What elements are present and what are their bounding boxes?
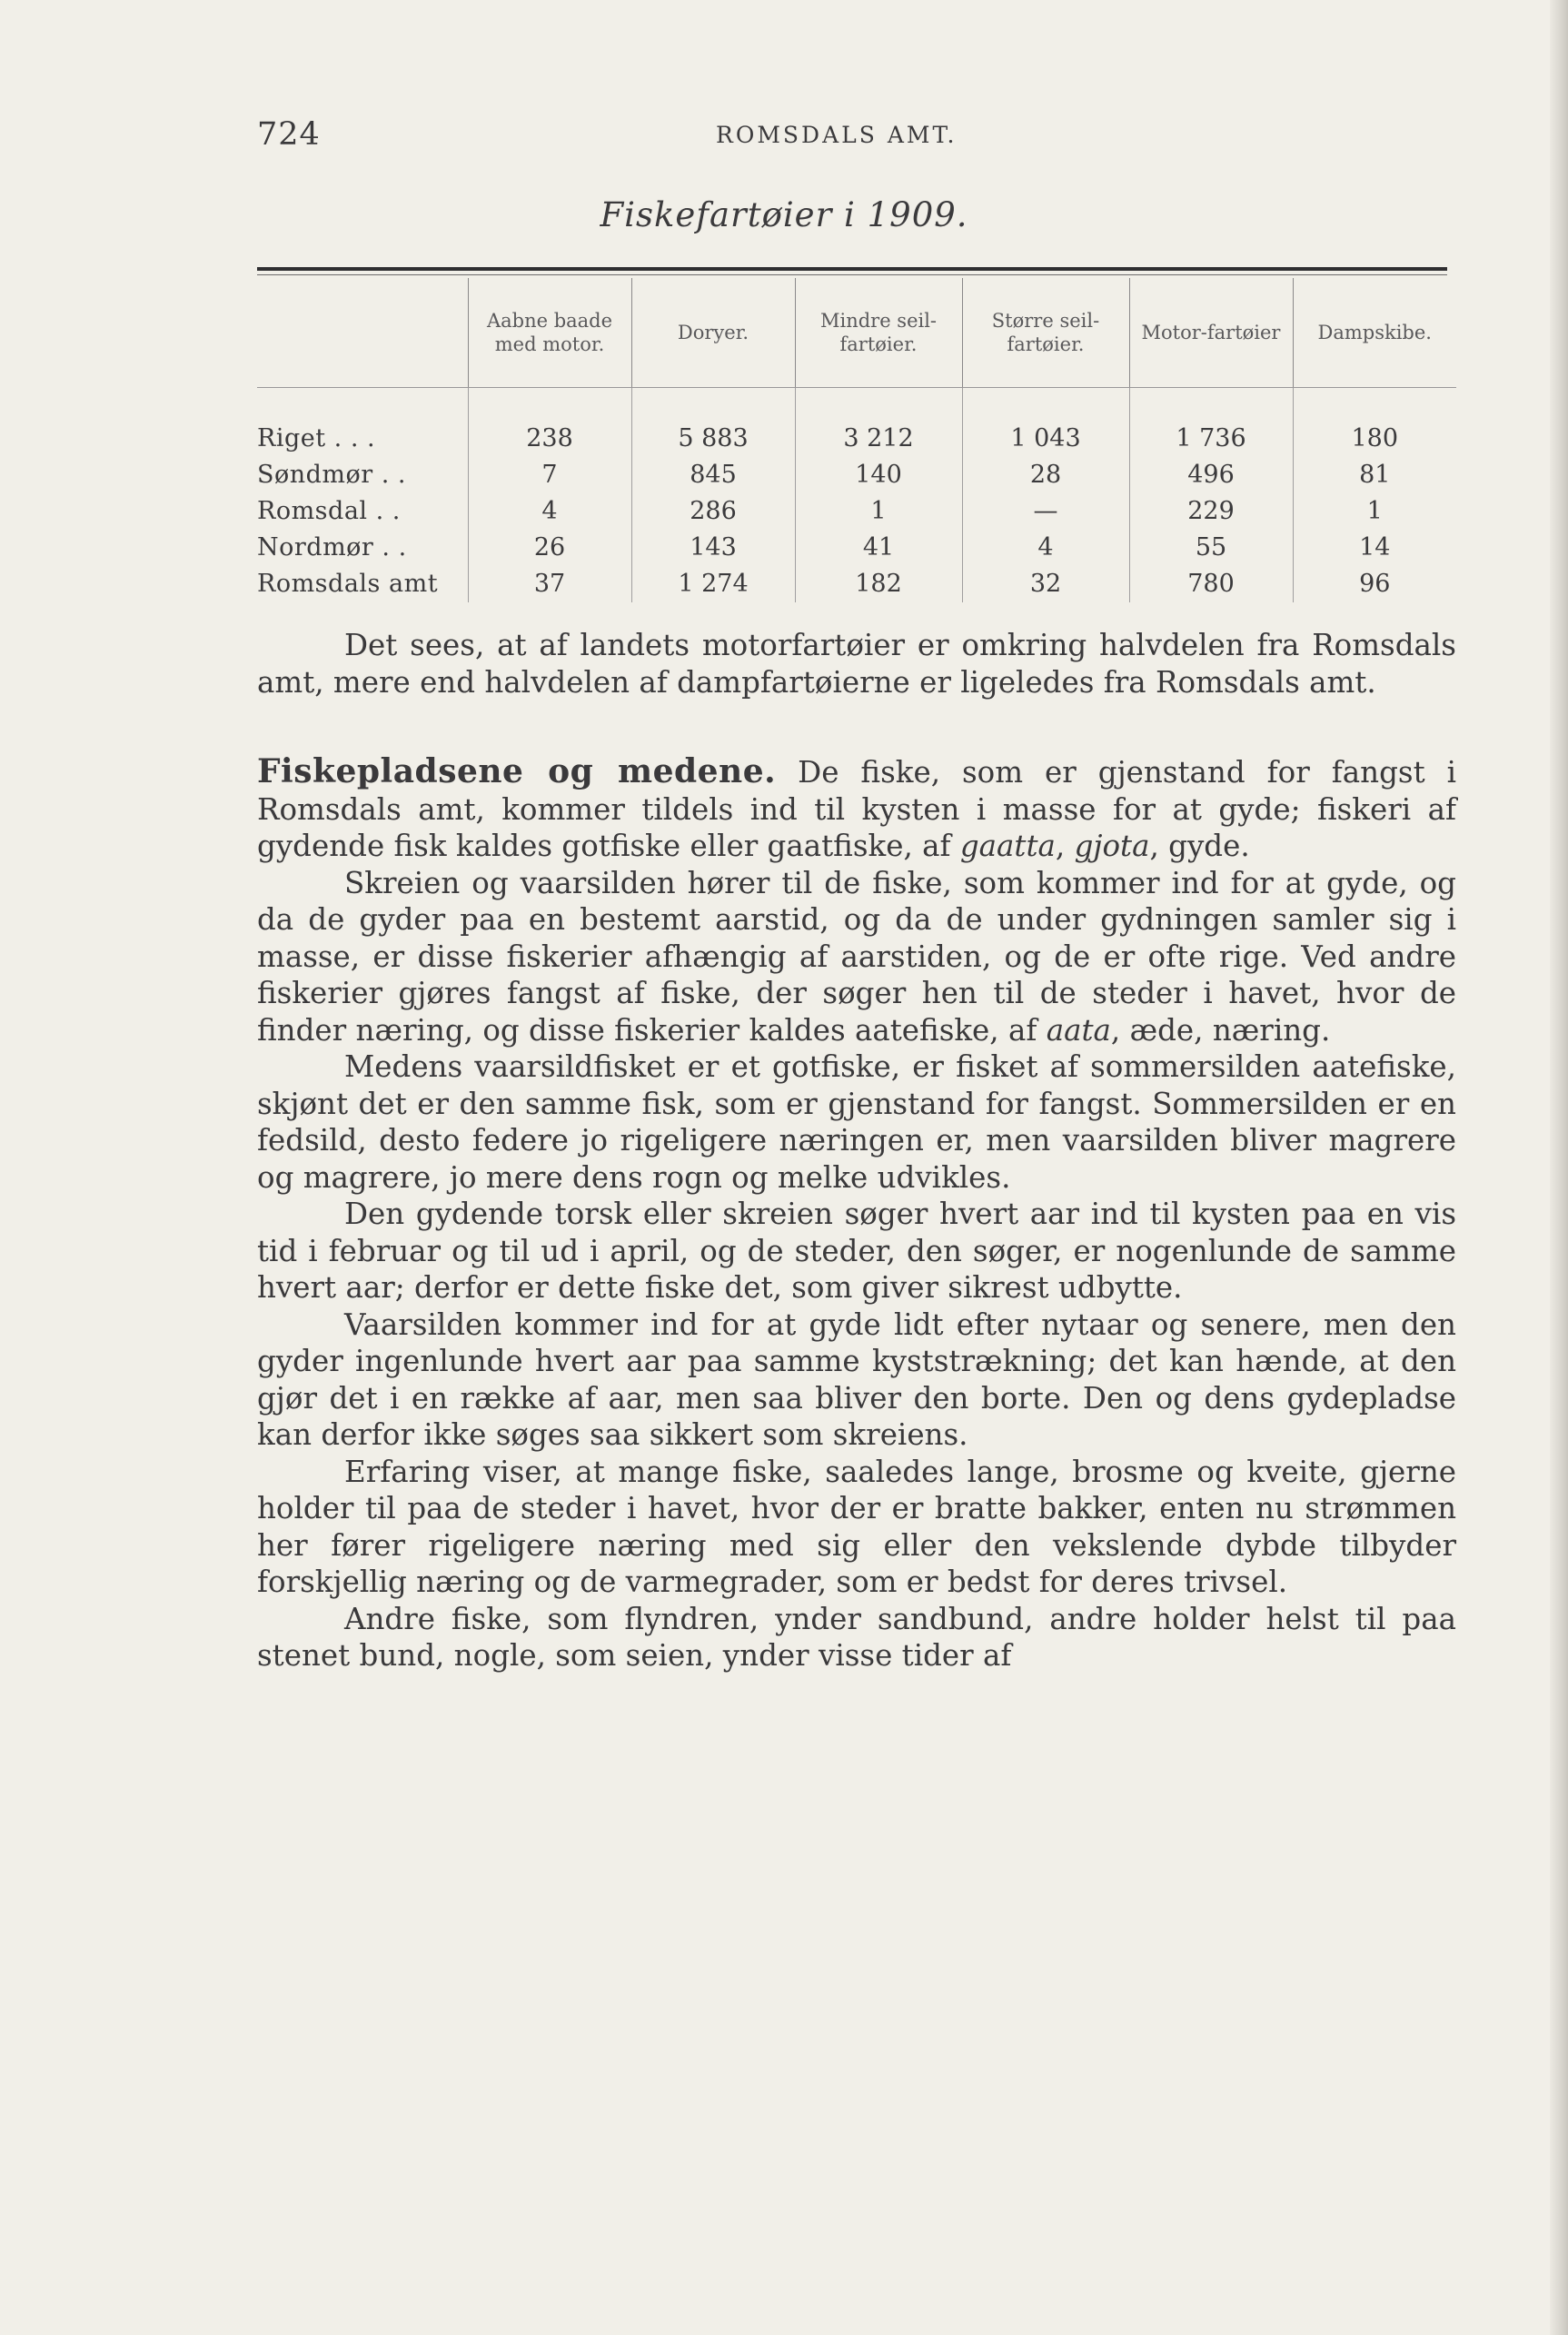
table-row [257, 530, 1456, 566]
row-label: Riget . . . [257, 424, 376, 452]
table-cell: 55 [1129, 530, 1293, 566]
paragraph-text: , [1055, 829, 1075, 863]
section-title: Fiskepladsene og medene. [257, 752, 777, 790]
table-cell: 180 [1293, 388, 1456, 458]
table-top-rule [257, 267, 1447, 271]
table-cell: 14 [1293, 530, 1456, 566]
paragraph-text: Skreien og vaarsilden hører til de fiske, som kommer ind for at gyde, og da de gyder paa en bestemt aarstid, og da de under gydningen samler sig i masse, er disse fiskerier afhængig af aarstiden, og de er ofte rige. Ved andre fiskerier gjøres fangst af fiske, der søger hen til de steder i havet, hvor de finder næring, og disse fiskerier kaldes aatefiske, af [257, 865, 1456, 1048]
table-cell: 140 [795, 457, 962, 493]
table-row [257, 493, 1456, 530]
section-paragraph-3: Medens vaarsildfisket er et gotfiske, er fisket af sommersilden aatefiske, skjønt det er den samme fisk, som er gjenstand for fangst. Sommersilden er en fedsild, desto federe jo rigeligere næringen er, men vaarsilden bliver magrere og magrere, jo mere dens rogn og melke udvikles. [257, 1049, 1456, 1195]
table-cell: 1 [1293, 493, 1456, 530]
intro-paragraph: Det sees, at af landets motorfartøier er omkring halvdelen fra Romsdals amt, mere end halvdelen af dampfartøierne er ligeledes fra Romsdals amt. [257, 628, 1456, 700]
row-label: Romsdal . . [257, 497, 401, 525]
table-cell: — [962, 493, 1129, 530]
section-paragraph-2 [257, 865, 1456, 1049]
row-header-cell [257, 278, 468, 388]
row-label: Romsdals amt [257, 570, 439, 598]
fishing-vessels-table [257, 278, 1456, 602]
table-cell: 37 [468, 566, 631, 602]
table-cell: 5 883 [631, 388, 795, 458]
section-paragraph-5: Vaarsilden kommer ind for at gyde lidt efter nytaar og senere, men den gyder ingenlunde hvert aar paa samme kyststrækning; det kan hænde, at den gjør det i en række af aar, men saa bliver den borte. Den og dens gydepladse kan derfor ikke søges saa sikkert som skreiens. [257, 1307, 1456, 1452]
column-header: Aabne baade med motor. [468, 278, 631, 388]
table-cell: 496 [1129, 457, 1293, 493]
italic-word: gaatta [959, 829, 1056, 863]
table-caption: Fiskefartøier i 1909. [600, 195, 968, 234]
table-row [257, 457, 1456, 493]
body-text [257, 627, 1456, 1674]
table-row [257, 566, 1456, 602]
page-number: 724 [257, 116, 321, 153]
table-cell: 4 [962, 530, 1129, 566]
table-cell: 780 [1129, 566, 1293, 602]
table-cell: 1 274 [631, 566, 795, 602]
section-paragraph-7: Andre fiske, som flyndren, ynder sandbund, andre holder helst til paa stenet bund, nogle, som seien, ynder visse tider af [257, 1601, 1456, 1673]
section-paragraph-1 [257, 753, 1456, 865]
table-cell: 96 [1293, 566, 1456, 602]
italic-word: gjota [1074, 829, 1150, 863]
table-cell: 1 043 [962, 388, 1129, 458]
table-cell: 4 [468, 493, 631, 530]
table-cell: 28 [962, 457, 1129, 493]
table-cell: 26 [468, 530, 631, 566]
row-label: Søndmør . . [257, 461, 407, 489]
table-cell: 3 212 [795, 388, 962, 458]
table-cell: 1 [795, 493, 962, 530]
paragraph-text: , æde, næring. [1110, 1012, 1331, 1048]
table-row [257, 388, 1456, 458]
page-edge-shadow [1550, 0, 1568, 2335]
row-label: Nordmør . . [257, 533, 407, 561]
column-header: Større seil-fartøier. [962, 278, 1129, 388]
paragraph-text: , gyde. [1149, 829, 1250, 863]
column-header: Motor-fartøier [1129, 278, 1293, 388]
column-header: Doryer. [631, 278, 795, 388]
table-cell: 286 [631, 493, 795, 530]
running-head: ROMSDALS AMT. [716, 122, 958, 148]
table-cell: 182 [795, 566, 962, 602]
table-cell: 229 [1129, 493, 1293, 530]
table-header-row [257, 278, 1456, 388]
table-cell: 143 [631, 530, 795, 566]
page-header [257, 116, 1447, 162]
table-top-rule-thin [257, 274, 1447, 275]
table-cell: 845 [631, 457, 795, 493]
table-cell: 41 [795, 530, 962, 566]
table-cell: 1 736 [1129, 388, 1293, 458]
italic-word: aata [1046, 1012, 1111, 1048]
column-header: Dampskibe. [1293, 278, 1456, 388]
paragraph-text: De fiske, som er gjenstand for fangst i Romsdals amt, kommer tildels ind til kysten i masse for at gyde; fiskeri af gydende fisk kaldes gotfiske eller gaatfiske, af [257, 755, 1456, 863]
column-header: Mindre seil-fartøier. [795, 278, 962, 388]
table-cell: 81 [1293, 457, 1456, 493]
table-cell: 238 [468, 388, 631, 458]
table-cell: 7 [468, 457, 631, 493]
section-paragraph-4: Den gydende torsk eller skreien søger hvert aar ind til kysten paa en vis tid i februar og til ud i april, og de steder, den søger, er nogenlunde de samme hvert aar; derfor er dette fiske det, som giver sikrest udbytte. [257, 1197, 1456, 1305]
table-cell: 32 [962, 566, 1129, 602]
section-paragraph-6: Erfaring viser, at mange fiske, saaledes lange, brosme og kveite, gjerne holder til paa de steder i havet, hvor der er bratte bakker, enten nu strømmen her fører rigeligere næring med sig eller den vekslende dybde tilbyder forskjellig næring og de varmegrader, som er bedst for deres trivsel. [257, 1454, 1456, 1599]
